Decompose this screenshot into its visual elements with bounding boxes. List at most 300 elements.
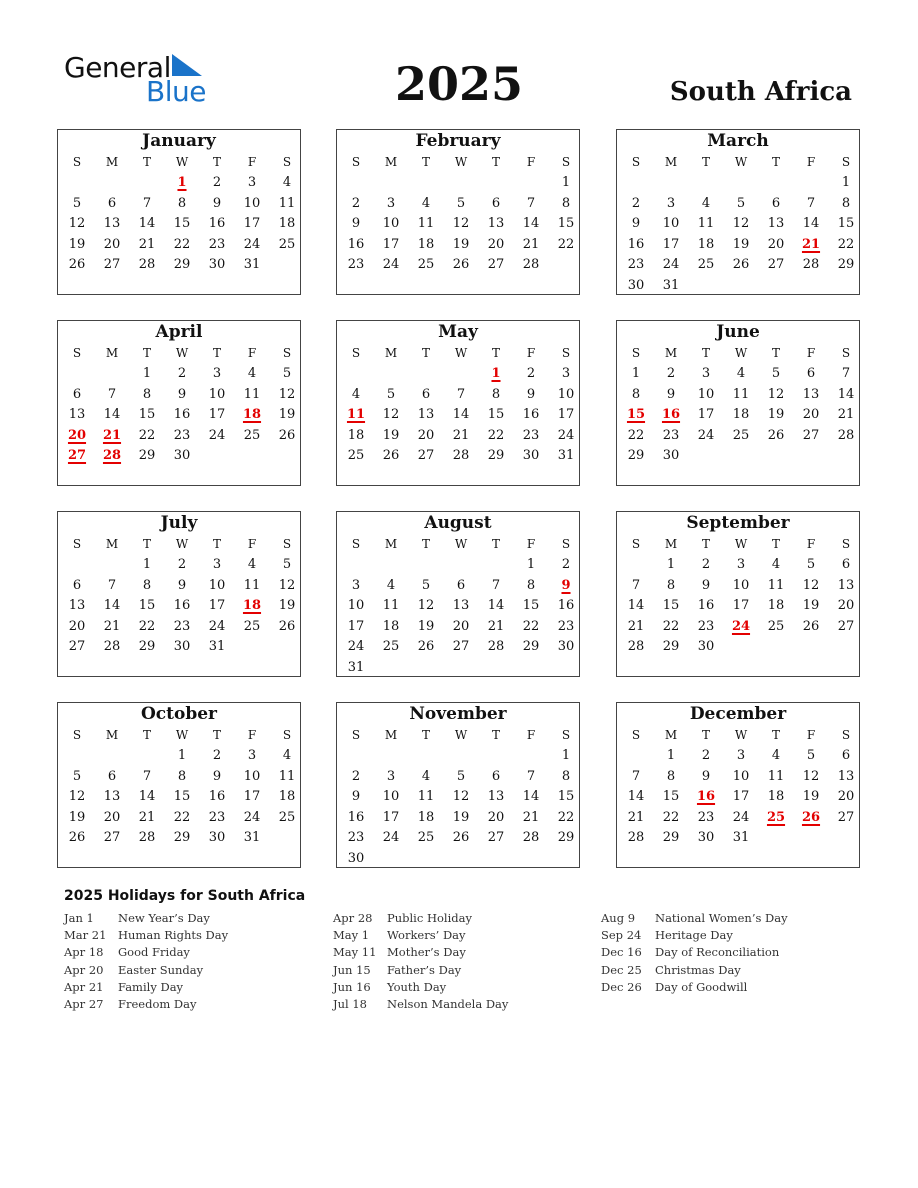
- weekday-header: S: [351, 537, 361, 551]
- calendar-date: 15: [557, 216, 575, 232]
- calendar-date: 12: [802, 577, 820, 593]
- calendar-date: 18: [382, 618, 400, 634]
- calendar-date: 3: [247, 175, 257, 190]
- holidays-title: 2025 Holidays for South Africa: [64, 888, 306, 904]
- calendar-date: 14: [138, 789, 156, 805]
- calendar-date: 28: [138, 257, 156, 273]
- weekday-header: S: [841, 728, 851, 742]
- calendar-date: 17: [382, 809, 400, 825]
- calendar-date: 6: [107, 195, 117, 211]
- calendar-date: 8: [177, 195, 187, 211]
- weekday-header: S: [72, 537, 82, 551]
- calendar-date: 1: [666, 557, 676, 572]
- calendar-date: 13: [68, 598, 86, 614]
- calendar-date: 7: [456, 386, 466, 402]
- calendar-date: 30: [662, 448, 680, 464]
- holiday-date-label: Dec 25: [601, 962, 642, 977]
- calendar-date: 23: [522, 427, 540, 443]
- calendar-date: 2: [666, 366, 676, 381]
- holiday-date: 26: [801, 809, 821, 825]
- calendar-date: 10: [382, 216, 400, 232]
- calendar-date: 29: [662, 639, 680, 655]
- calendar-date: 7: [107, 577, 117, 593]
- weekday-header: T: [421, 346, 430, 360]
- holiday-date-label: Apr 28: [333, 911, 373, 925]
- month-name: October: [140, 704, 217, 724]
- weekday-header: S: [351, 346, 361, 360]
- calendar-date: 12: [767, 386, 785, 402]
- calendar-date: 16: [697, 598, 715, 614]
- weekday-header: W: [734, 728, 748, 742]
- calendar-date: 20: [452, 618, 470, 634]
- calendar-date: 22: [173, 236, 191, 252]
- calendar-date: 24: [697, 427, 715, 443]
- calendar-date: 17: [243, 789, 261, 805]
- calendar-date: 21: [138, 809, 156, 825]
- calendar-date: 6: [107, 768, 117, 784]
- weekday-header: M: [384, 728, 398, 742]
- calendar-date: 27: [452, 639, 470, 655]
- holiday-date: 1: [491, 366, 501, 381]
- calendar-date: 10: [732, 768, 750, 784]
- calendar-date: 1: [841, 175, 851, 190]
- month-name: December: [689, 704, 787, 724]
- weekday-header: T: [771, 346, 780, 360]
- calendar-date: 15: [662, 789, 680, 805]
- weekday-header: W: [175, 728, 189, 742]
- weekday-header: F: [806, 155, 816, 169]
- calendar-date: 7: [491, 577, 501, 593]
- weekday-header: W: [175, 346, 189, 360]
- calendar-date: 14: [627, 598, 645, 614]
- calendar-date: 1: [526, 557, 536, 572]
- calendar-date: 2: [177, 366, 187, 381]
- calendar-date: 11: [732, 386, 750, 402]
- weekday-header: M: [105, 728, 119, 742]
- holiday-name: National Women’s Day: [655, 911, 788, 925]
- calendar-date: 9: [351, 789, 361, 805]
- calendar-date: 19: [382, 427, 400, 443]
- calendar-date: 21: [522, 809, 540, 825]
- calendar-date: 5: [456, 195, 466, 211]
- weekday-header: M: [664, 346, 678, 360]
- calendar-date: 29: [138, 448, 156, 464]
- month-may: [336, 320, 580, 486]
- calendar-date: 9: [177, 577, 187, 593]
- calendar-date: 5: [456, 768, 466, 784]
- calendar-date: 28: [103, 639, 121, 655]
- calendar-date: 27: [417, 448, 435, 464]
- calendar-date: 4: [282, 175, 292, 190]
- calendar-date: 27: [802, 427, 820, 443]
- calendar-date: 6: [841, 748, 851, 763]
- calendar-date: 3: [666, 195, 676, 211]
- calendar-date: 27: [68, 639, 86, 655]
- calendar-date: 17: [732, 598, 750, 614]
- calendar-date: 3: [386, 768, 396, 784]
- calendar-date: 8: [142, 386, 152, 402]
- calendar-date: 1: [142, 366, 152, 381]
- calendar-date: 12: [278, 386, 296, 402]
- calendar-date: 24: [557, 427, 575, 443]
- calendar-date: 14: [522, 216, 540, 232]
- calendar-date: 1: [666, 748, 676, 763]
- calendar-date: 5: [72, 768, 82, 784]
- calendar-date: 8: [561, 768, 571, 784]
- month-name: March: [707, 131, 769, 151]
- calendar-date: 10: [243, 195, 261, 211]
- calendar-date: 18: [347, 427, 365, 443]
- calendar-date: 22: [557, 236, 575, 252]
- calendar-date: 12: [68, 789, 86, 805]
- weekday-header: M: [105, 346, 119, 360]
- calendar-date: 28: [522, 257, 540, 273]
- calendar-date: 2: [351, 768, 361, 784]
- calendar-date: 29: [662, 830, 680, 846]
- calendar-date: 13: [68, 407, 86, 423]
- calendar-date: 5: [736, 195, 746, 211]
- calendar-date: 24: [208, 618, 226, 634]
- holiday-name: Christmas Day: [655, 962, 741, 977]
- weekday-header: T: [142, 728, 151, 742]
- calendar-date: 21: [522, 236, 540, 252]
- calendar-date: 8: [142, 577, 152, 593]
- holiday-date: 1: [177, 175, 187, 190]
- calendar-date: 26: [68, 830, 86, 846]
- weekday-header: F: [247, 728, 257, 742]
- calendar-date: 17: [208, 407, 226, 423]
- weekday-header: F: [526, 346, 536, 360]
- holiday-name: Freedom Day: [118, 996, 197, 1011]
- calendar-date: 29: [557, 830, 575, 846]
- calendar-date: 27: [103, 257, 121, 273]
- calendar-date: 5: [771, 366, 781, 381]
- calendar-date: 8: [561, 195, 571, 211]
- calendar-date: 10: [243, 768, 261, 784]
- calendar-date: 9: [526, 386, 536, 402]
- calendar-date: 17: [208, 598, 226, 614]
- calendar-date: 10: [382, 789, 400, 805]
- calendar-date: 10: [732, 577, 750, 593]
- calendar-date: 18: [417, 809, 435, 825]
- calendar-date: 18: [697, 236, 715, 252]
- weekday-header: T: [142, 346, 151, 360]
- calendar-date: 26: [802, 618, 820, 634]
- weekday-header: F: [526, 728, 536, 742]
- holiday-date: 24: [731, 618, 751, 634]
- weekday-header: W: [734, 155, 748, 169]
- weekday-header: S: [282, 346, 292, 360]
- weekday-header: S: [841, 346, 851, 360]
- calendar-date: 26: [278, 618, 296, 634]
- calendar-date: 6: [841, 557, 851, 572]
- calendar-year: 2025: [394, 57, 524, 111]
- calendar-date: 20: [837, 598, 855, 614]
- calendar-date: 20: [802, 407, 820, 423]
- calendar-date: 4: [351, 386, 361, 402]
- calendar-date: 23: [347, 830, 365, 846]
- calendar-date: 25: [732, 427, 750, 443]
- calendar-date: 18: [732, 407, 750, 423]
- calendar-date: 24: [208, 427, 226, 443]
- calendar-date: 17: [557, 407, 575, 423]
- calendar-date: 24: [382, 830, 400, 846]
- weekday-header: W: [175, 537, 189, 551]
- calendar-date: 10: [697, 386, 715, 402]
- calendar-date: 11: [417, 216, 435, 232]
- calendar-date: 20: [837, 789, 855, 805]
- calendar-date: 3: [736, 748, 746, 763]
- holiday-name: Day of Reconciliation: [655, 945, 780, 960]
- weekday-header: F: [806, 537, 816, 551]
- calendar-date: 23: [662, 427, 680, 443]
- calendar-date: 19: [278, 598, 296, 614]
- weekday-header: T: [212, 728, 221, 742]
- holiday-name: Easter Sunday: [118, 962, 204, 977]
- calendar-date: 10: [557, 386, 575, 402]
- holiday-date-label: Jan 1: [64, 911, 94, 925]
- month-name: September: [686, 513, 790, 533]
- holiday-date-label: Dec 16: [601, 945, 642, 960]
- calendar-date: 24: [347, 639, 365, 655]
- calendar-date: 4: [386, 577, 396, 593]
- calendar-date: 4: [421, 768, 431, 784]
- calendar-date: 1: [561, 175, 571, 190]
- calendar-date: 22: [662, 809, 680, 825]
- calendar-date: 10: [347, 598, 365, 614]
- calendar-date: 18: [767, 789, 785, 805]
- calendar-date: 23: [697, 618, 715, 634]
- weekday-header: S: [561, 155, 571, 169]
- calendar-date: 29: [837, 257, 855, 273]
- weekday-header: F: [247, 537, 257, 551]
- weekday-header: F: [247, 155, 257, 169]
- calendar-date: 25: [417, 257, 435, 273]
- calendar-date: 4: [771, 557, 781, 572]
- calendar-date: 20: [767, 236, 785, 252]
- calendar-date: 2: [701, 557, 711, 572]
- calendar-date: 21: [837, 407, 855, 423]
- calendar-date: 23: [208, 236, 226, 252]
- calendar-date: 24: [243, 809, 261, 825]
- calendar-date: 31: [243, 257, 261, 273]
- calendar-date: 31: [557, 448, 575, 464]
- calendar-date: 27: [487, 830, 505, 846]
- calendar-date: 9: [212, 195, 222, 211]
- calendar-date: 29: [487, 448, 505, 464]
- calendar-date: 8: [841, 195, 851, 211]
- calendar-date: 2: [212, 175, 222, 190]
- calendar-date: 21: [627, 809, 645, 825]
- weekday-header: T: [421, 537, 430, 551]
- month-march: [616, 129, 860, 295]
- calendar-date: 2: [526, 366, 536, 381]
- weekday-header: T: [701, 728, 710, 742]
- calendar-date: 1: [631, 366, 641, 381]
- calendar-date: 30: [208, 257, 226, 273]
- calendar-date: 7: [526, 768, 536, 784]
- holiday-date-label: Apr 27: [64, 996, 104, 1011]
- calendar-date: 9: [212, 768, 222, 784]
- calendar-date: 25: [243, 427, 261, 443]
- weekday-header: T: [212, 346, 221, 360]
- calendar-date: 7: [631, 577, 641, 593]
- calendar-date: 4: [421, 195, 431, 211]
- calendar-date: 16: [173, 598, 191, 614]
- calendar-date: 28: [487, 639, 505, 655]
- month-october: [57, 702, 301, 868]
- calendar-date: 10: [662, 216, 680, 232]
- calendar-date: 19: [732, 236, 750, 252]
- calendar-date: 18: [278, 216, 296, 232]
- holiday-name: New Year’s Day: [118, 911, 210, 925]
- holiday-date-label: Jun 15: [333, 962, 371, 977]
- holiday-name: Public Holiday: [387, 911, 472, 925]
- holiday-date: 16: [661, 407, 681, 423]
- calendar-date: 27: [837, 618, 855, 634]
- calendar-date: 3: [212, 557, 222, 572]
- calendar-date: 28: [138, 830, 156, 846]
- weekday-header: T: [771, 155, 780, 169]
- calendar-date: 11: [767, 577, 785, 593]
- calendar-date: 22: [557, 809, 575, 825]
- holiday-date: 18: [242, 407, 262, 423]
- calendar-date: 14: [837, 386, 855, 402]
- calendar-date: 2: [351, 195, 361, 211]
- weekday-header: T: [421, 155, 430, 169]
- calendar-date: 9: [701, 768, 711, 784]
- calendar-date: 15: [173, 216, 191, 232]
- calendar-date: 23: [208, 809, 226, 825]
- calendar-date: 14: [138, 216, 156, 232]
- month-name: January: [142, 131, 216, 151]
- calendar-date: 13: [103, 216, 121, 232]
- weekday-header: S: [282, 155, 292, 169]
- calendar-date: 4: [282, 748, 292, 763]
- calendar-date: 11: [417, 789, 435, 805]
- calendar-date: 29: [173, 830, 191, 846]
- calendar-date: 11: [243, 386, 261, 402]
- holiday-date-label: Apr 21: [64, 979, 104, 994]
- holiday-name: Workers’ Day: [387, 928, 466, 943]
- calendar-date: 10: [208, 386, 226, 402]
- calendar-date: 9: [666, 386, 676, 402]
- calendar-date: 23: [173, 618, 191, 634]
- weekday-header: S: [841, 155, 851, 169]
- calendar-date: 27: [837, 809, 855, 825]
- calendar-date: 19: [68, 809, 86, 825]
- calendar-date: 11: [767, 768, 785, 784]
- calendar-date: 4: [771, 748, 781, 763]
- calendar-date: 17: [243, 216, 261, 232]
- weekday-header: S: [351, 728, 361, 742]
- weekday-header: W: [454, 728, 468, 742]
- weekday-header: T: [421, 728, 430, 742]
- calendar-date: 11: [278, 768, 296, 784]
- calendar-date: 22: [627, 427, 645, 443]
- weekday-header: F: [806, 728, 816, 742]
- calendar-date: 9: [177, 386, 187, 402]
- calendar-date: 12: [732, 216, 750, 232]
- calendar-date: 30: [697, 830, 715, 846]
- weekday-header: W: [454, 346, 468, 360]
- calendar-date: 30: [627, 278, 645, 293]
- holiday-date-label: May 11: [333, 945, 377, 960]
- calendar-date: 6: [771, 195, 781, 211]
- calendar-date: 17: [697, 407, 715, 423]
- calendar-date: 7: [107, 386, 117, 402]
- weekday-header: T: [142, 537, 151, 551]
- month-name: August: [424, 513, 492, 533]
- calendar-date: 27: [767, 257, 785, 273]
- calendar-date: 16: [173, 407, 191, 423]
- calendar-date: 22: [487, 427, 505, 443]
- weekday-header: T: [701, 155, 710, 169]
- calendar-date: 11: [697, 216, 715, 232]
- calendar-date: 31: [208, 639, 226, 655]
- weekday-header: T: [771, 728, 780, 742]
- weekday-header: S: [72, 155, 82, 169]
- month-name: April: [155, 322, 203, 342]
- calendar-date: 31: [732, 830, 750, 846]
- holiday-name: Father’s Day: [387, 962, 462, 977]
- calendar-date: 15: [173, 789, 191, 805]
- calendar-date: 13: [487, 216, 505, 232]
- calendar-date: 26: [767, 427, 785, 443]
- weekday-header: T: [701, 346, 710, 360]
- calendar-date: 5: [282, 557, 292, 572]
- weekday-header: S: [561, 537, 571, 551]
- calendar-date: 20: [68, 618, 86, 634]
- weekday-header: T: [212, 537, 221, 551]
- calendar-date: 29: [138, 639, 156, 655]
- holiday-date-label: Jul 18: [333, 996, 367, 1011]
- calendar-date: 15: [138, 407, 156, 423]
- calendar-date: 17: [732, 789, 750, 805]
- calendar-date: 20: [417, 427, 435, 443]
- calendar-date: 4: [247, 557, 257, 572]
- calendar-date: 30: [208, 830, 226, 846]
- calendar-date: 17: [382, 236, 400, 252]
- calendar-date: 16: [557, 598, 575, 614]
- calendar-date: 7: [631, 768, 641, 784]
- calendar-date: 21: [138, 236, 156, 252]
- holiday-date: 21: [102, 427, 122, 443]
- calendar-date: 24: [243, 236, 261, 252]
- calendar-date: 2: [631, 195, 641, 211]
- calendar-date: 5: [421, 577, 431, 593]
- calendar-date: 26: [382, 448, 400, 464]
- month-june: [616, 320, 860, 486]
- calendar-date: 6: [456, 577, 466, 593]
- calendar-date: 15: [557, 789, 575, 805]
- weekday-header: T: [491, 155, 500, 169]
- calendar-date: 1: [177, 748, 187, 763]
- calendar-date: 5: [806, 557, 816, 572]
- calendar-date: 30: [173, 639, 191, 655]
- calendar-date: 8: [666, 768, 676, 784]
- weekday-header: F: [806, 346, 816, 360]
- calendar-date: 28: [627, 639, 645, 655]
- holiday-name: Mother’s Day: [387, 945, 466, 960]
- calendar-date: 14: [522, 789, 540, 805]
- weekday-header: T: [771, 537, 780, 551]
- calendar-date: 3: [701, 366, 711, 381]
- holiday-date-label: Apr 20: [64, 962, 104, 977]
- calendar-date: 16: [627, 236, 645, 252]
- calendar-date: 25: [697, 257, 715, 273]
- calendar-date: 16: [347, 809, 365, 825]
